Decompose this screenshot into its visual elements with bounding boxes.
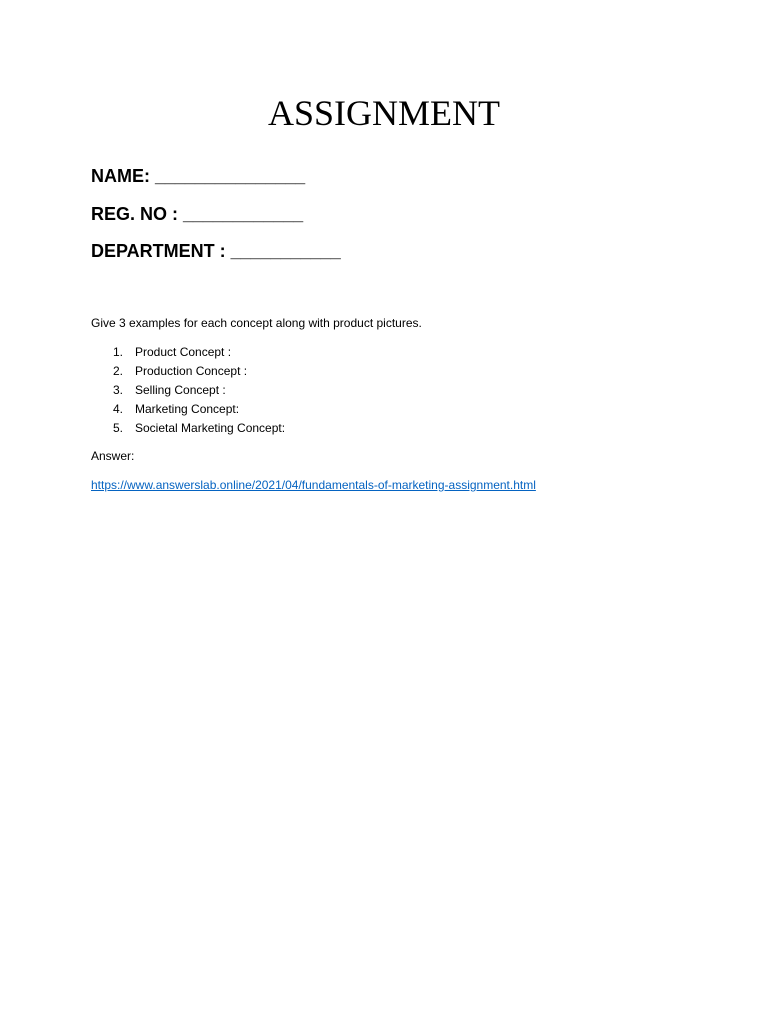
list-item-number: 3. bbox=[113, 383, 124, 397]
list-item-number: 4. bbox=[113, 402, 124, 416]
list-item bbox=[113, 420, 285, 439]
list-item-label: Societal Marketing Concept: bbox=[135, 421, 286, 435]
instruction-text: Give 3 examples for each concept along with product pictures. bbox=[91, 316, 422, 330]
list-item bbox=[113, 344, 285, 363]
list-item-number: 5. bbox=[113, 421, 124, 435]
list-item-number: 1. bbox=[113, 345, 124, 359]
name-field: NAME: _______________ bbox=[91, 166, 306, 186]
list-item-label: Selling Concept : bbox=[135, 383, 226, 397]
list-item bbox=[113, 401, 285, 420]
list-item-label: Production Concept : bbox=[135, 364, 248, 378]
answer-link[interactable]: https://www.answerslab.online/2021/04/fundamentals-of-marketing-assignment.html bbox=[91, 478, 536, 492]
answer-label: Answer: bbox=[91, 449, 135, 463]
page-title: ASSIGNMENT bbox=[267, 93, 500, 133]
reg-no-field: REG. NO : ____________ bbox=[91, 204, 304, 224]
concept-list bbox=[113, 344, 285, 439]
list-item-label: Marketing Concept: bbox=[135, 402, 240, 416]
list-item bbox=[113, 382, 285, 401]
list-item bbox=[113, 363, 285, 382]
list-item-number: 2. bbox=[113, 364, 124, 378]
list-item-label: Product Concept : bbox=[135, 345, 232, 359]
department-field: DEPARTMENT : ___________ bbox=[91, 241, 341, 261]
